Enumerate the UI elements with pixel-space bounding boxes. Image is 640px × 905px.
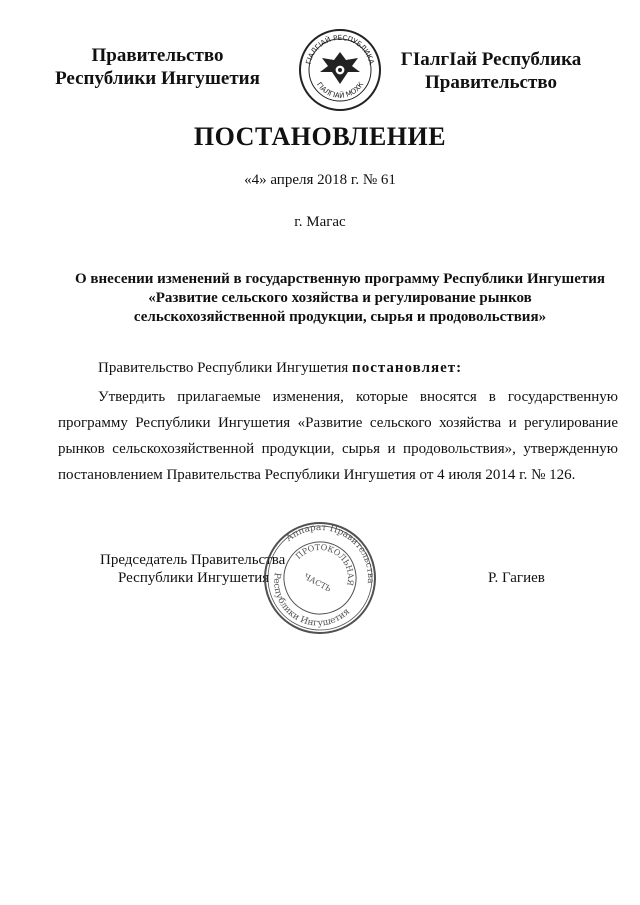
stamp-center: ЧАСТЬ [302,572,333,594]
eagle-icon [320,52,360,84]
subject-line1: О внесении изменений в государственную программу Республики Ингушетия [74,271,606,287]
stamp-outer-top: Аппарат Правительства [284,522,376,584]
official-stamp [262,520,378,636]
header-left [40,44,275,90]
header-left-line2: Республики Ингушетия [55,68,260,89]
signature-position-line2: Республики Ингушетия [118,570,270,586]
coat-of-arms-emblem [298,28,382,112]
emblem-text-top: ГIАЛГIАЙ РЕСПУБЛИКА [304,33,376,66]
stamp-outer-bottom: Республики Ингушетия [271,571,352,629]
signature-position-line1: Председатель Правительства [100,552,286,568]
body-paragraph: Утвердить прилагаемые изменения, которые вносятся в государственную программу Республики Ингушетия «Развитие сельского хозяйства и регулирование рынков сельскохозяйственной продукции, сырья и продовольствия», утвержденную постановлением Правительства Республики Ингушетия от 4 июля 2014 г. № 126. [58,389,618,483]
document-city: г. Магас [294,214,346,230]
header-right-line1: ГIалгIай Республика [400,49,582,70]
emblem-text-bottom: ГIАЛГIАЙ МОХК [314,80,366,100]
header-left-line1: Правительство [91,45,224,66]
subject-line2: «Развитие сельского хозяйства и регулирование рынков [148,290,532,306]
document-title: ПОСТАНОВЛЕНИЕ [193,122,447,151]
intro-paragraph [98,360,462,377]
signature-name: Р. Гагиев [488,570,545,586]
header-right [388,48,594,94]
document-date: «4» апреля 2018 г. № 61 [244,172,396,188]
subject-line3: сельскохозяйственной продукции, сырья и продовольствия» [133,309,547,325]
intro-text: Правительство Республики Ингушетия [98,360,353,376]
stamp-middle: ПРОТОКОЛЬНАЯ [294,542,356,587]
intro-emphasis: постановляет: [352,360,463,376]
header-right-line2: Правительство [425,72,557,93]
document-subject [60,270,620,327]
